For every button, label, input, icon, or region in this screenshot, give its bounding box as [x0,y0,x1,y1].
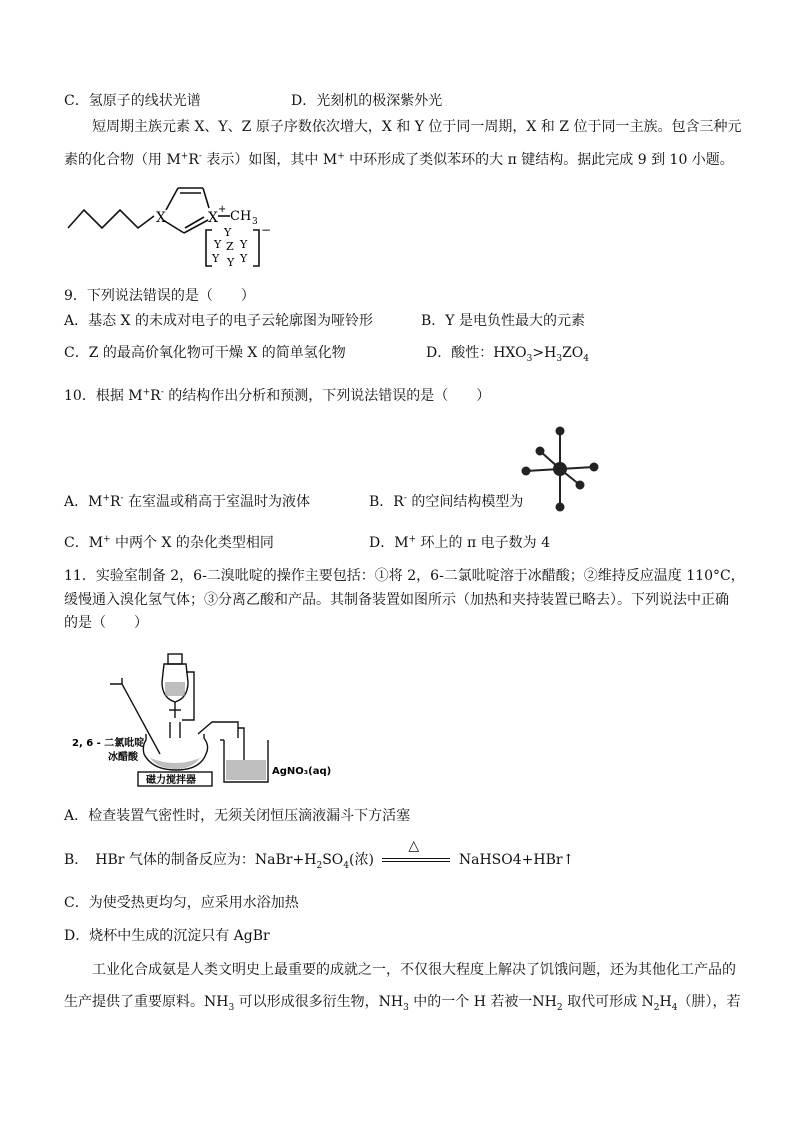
intro-line-1: 短周期主族元素 X、Y、Z 原子序数依次增大，X 和 Y 位于同一周期，X 和 Z 位于同一主族。包含三种元 [92,119,742,135]
q10-option-b: B．R- 的空间结构模型为 [369,493,524,510]
intro-line-2: 素的化合物（用 M+R- 表示）如图，其中 M+ 中环形成了类似苯环的大 π 键结构。据此完成 9 到 10 小题。 [64,151,734,168]
tail-line-1: 工业化合成氨是人类文明史上最重要的成就之一，不仅很大程度上解决了饥饿问题，还为其他化工产品的 [92,962,736,978]
q9-option-d: D．酸性：$HXO_3>H_3ZO_4$ [426,345,590,364]
svg-text:Y: Y [240,238,248,251]
q8-option-c: C．氢原子的线状光谱 [64,93,201,109]
svg-text:Z: Z [226,240,234,253]
q10-option-a: A．M+R- 在室温或稍高于室温时为液体 [64,493,311,510]
beaker-label: AgNO₃(aq) [272,766,332,777]
q11-stem-line-2: 缓慢通入溴化氢气体；③分离乙酸和产品。其制备装置如图所示（加热和夹持装置已略去）。下列说法中正确 [64,592,729,608]
flask-label-1: 2, 6 - 二氯吡啶 [72,738,145,749]
svg-text:Y: Y [214,238,222,251]
q9-option-b: B．Y 是电负性最大的元素 [421,313,585,329]
reaction-condition-arrow: △ [378,850,454,870]
svg-text:−: − [261,223,272,237]
flask-label-2: 冰醋酸 [108,752,138,763]
q9-option-a: A．基态 X 的未成对电子的电子云轮廓图为哑铃形 [64,313,373,329]
ring-x-left: X [156,210,166,226]
q11-option-a: A．检查装置气密性时，无须关闭恒压滴液漏斗下方活塞 [64,808,411,824]
q8-option-d: D．光刻机的极深紫外光 [291,93,443,109]
apparatus-diagram [72,642,362,792]
svg-text:3: 3 [252,217,258,227]
svg-text:Y: Y [224,226,232,239]
ring-x-right: X [208,210,218,226]
q9-option-c: C．Z 的最高价氧化物可干燥 X 的简单氢化物 [64,345,346,361]
methyl-label: CH [230,209,252,224]
q11-option-b: B． HBr 气体的制备反应为：$NaBr+H_2SO_4$(浓) △ NaHSO4+HBr↑ [64,838,575,871]
svg-text:+: + [218,204,227,215]
svg-text:Y: Y [212,252,220,265]
q11-stem-line-1: 11．实验室制备 2，6-二溴吡啶的操作主要包括：①将 2，6-二氯吡啶溶于冰醋酸；②维持反应温度 110°C， [64,568,745,584]
q11-option-c: C．为使受热更均匀，应采用水浴加热 [64,895,299,911]
butyl-chain [68,210,154,228]
octahedral-model [518,425,608,515]
svg-text:Y: Y [227,256,235,269]
q10-stem: 10．根据 M+R- 的结构作出分析和预测，下列说法错误的是（ ） [64,387,491,404]
q11-option-d: D．烧杯中生成的沉淀只有 AgBr [64,928,270,944]
tail-line-2: 生产提供了重要原料。$NH_3$ 可以形成很多衍生物，$NH_3$ 中的一个 H 若被一$NH_2$ 取代可形成 $N_2H_4$（肼），若 [64,994,741,1013]
stirrer-label: 磁力搅拌器 [146,775,196,786]
q11-stem-line-3: 的是（ ） [64,615,148,631]
ionic-liquid-structure [62,178,302,268]
svg-text:Y: Y [240,252,248,265]
q10-option-c: C．M+ 中两个 X 的杂化类型相同 [64,534,274,551]
q10-option-d: D．M+ 环上的 π 电子数为 4 [369,534,551,551]
q9-stem: 9．下列说法错误的是（ ） [64,288,255,304]
